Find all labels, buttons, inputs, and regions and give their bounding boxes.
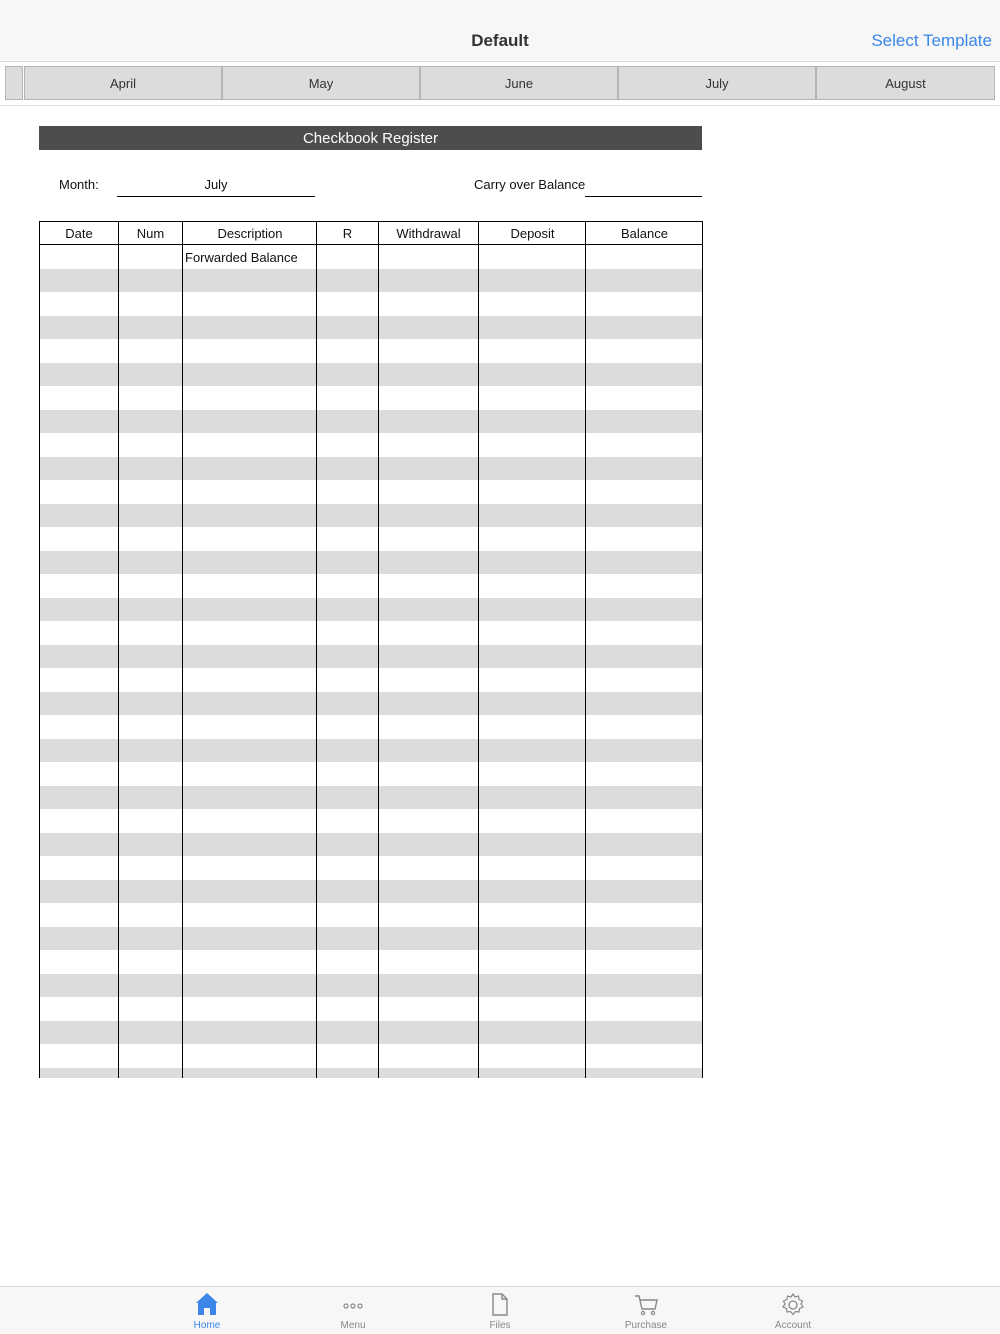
column-header-withdrawal: Withdrawal bbox=[396, 226, 461, 241]
column-divider bbox=[478, 221, 479, 1078]
tab-april[interactable]: April bbox=[24, 66, 222, 100]
tab-label: Files bbox=[489, 1320, 511, 1331]
column-header-date: Date bbox=[65, 226, 93, 241]
column-header-balance: Balance bbox=[621, 226, 668, 241]
table-header bbox=[40, 221, 702, 245]
tab-august[interactable]: August bbox=[816, 66, 995, 100]
register-title: Checkbook Register bbox=[39, 126, 702, 150]
table-row[interactable] bbox=[40, 880, 702, 903]
tab-scroll-edge[interactable] bbox=[5, 66, 23, 100]
carry-over-label: Carry over Balance bbox=[474, 177, 586, 192]
tab-home[interactable] bbox=[162, 1287, 252, 1334]
cart-icon bbox=[634, 1291, 658, 1317]
table-row[interactable] bbox=[40, 269, 702, 292]
table-row[interactable] bbox=[40, 927, 702, 950]
table-row[interactable] bbox=[40, 974, 702, 997]
table-row[interactable] bbox=[40, 551, 702, 574]
column-divider bbox=[118, 221, 119, 1078]
table-row[interactable] bbox=[40, 504, 702, 527]
more-icon bbox=[341, 1291, 365, 1317]
month-label: Month: bbox=[59, 177, 99, 192]
select-template-button[interactable]: Select Template bbox=[871, 31, 992, 50]
column-header-r: R bbox=[342, 226, 353, 241]
table-row[interactable] bbox=[40, 1068, 702, 1078]
carry-over-field[interactable] bbox=[585, 177, 702, 197]
forwarded-balance-cell: Forwarded Balance bbox=[185, 250, 298, 265]
tab-menu[interactable] bbox=[308, 1287, 398, 1334]
gear-icon bbox=[781, 1291, 805, 1317]
tab-june[interactable]: June bbox=[420, 66, 618, 100]
column-divider bbox=[182, 221, 183, 1078]
table-row[interactable] bbox=[40, 316, 702, 339]
tab-may[interactable]: May bbox=[222, 66, 420, 100]
table-row[interactable] bbox=[40, 786, 702, 809]
tab-account[interactable] bbox=[748, 1287, 838, 1334]
table-row[interactable] bbox=[40, 739, 702, 762]
month-tabs bbox=[0, 62, 1000, 106]
register-table bbox=[39, 221, 703, 1078]
table-row[interactable] bbox=[40, 457, 702, 480]
tab-bar bbox=[0, 1286, 1000, 1334]
column-divider bbox=[316, 221, 317, 1078]
table-row[interactable] bbox=[40, 363, 702, 386]
tab-label: Account bbox=[774, 1320, 812, 1331]
table-row[interactable] bbox=[40, 645, 702, 668]
tab-purchase[interactable] bbox=[601, 1287, 691, 1334]
table-row[interactable] bbox=[40, 692, 702, 715]
tab-label: Menu bbox=[340, 1320, 366, 1331]
column-header-num: Num bbox=[136, 226, 165, 241]
column-divider bbox=[585, 221, 586, 1078]
file-icon bbox=[488, 1291, 512, 1317]
table-row[interactable] bbox=[40, 1021, 702, 1044]
tab-july[interactable]: July bbox=[618, 66, 816, 100]
column-header-description: Description bbox=[217, 226, 283, 241]
table-row[interactable] bbox=[40, 833, 702, 856]
tab-label: Home bbox=[193, 1320, 221, 1331]
tab-files[interactable] bbox=[455, 1287, 545, 1334]
column-divider bbox=[378, 221, 379, 1078]
navigation-bar bbox=[0, 0, 1000, 62]
column-header-deposit: Deposit bbox=[510, 226, 555, 241]
tab-label: Purchase bbox=[624, 1320, 668, 1331]
table-row[interactable] bbox=[40, 410, 702, 433]
month-field[interactable]: July bbox=[117, 177, 315, 197]
table-row[interactable] bbox=[40, 598, 702, 621]
home-icon bbox=[195, 1291, 219, 1317]
page-title: Default bbox=[471, 31, 529, 50]
